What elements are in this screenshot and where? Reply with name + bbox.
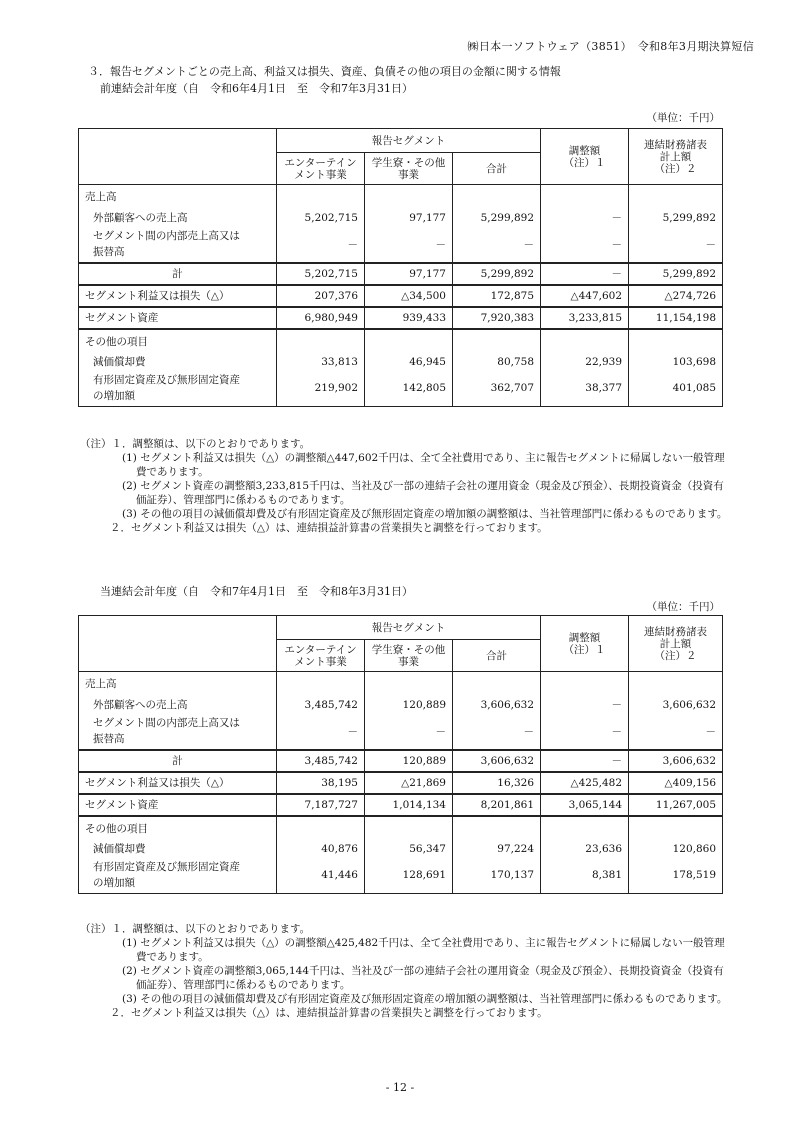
row-other-heading: その他の項目 [79,816,723,840]
header-reportable: 報告セグメント [277,129,541,153]
note-2: ２．セグメント利益又は損失（△）は、連結損益計算書の営業損失と調整を行っております。 [110,522,548,534]
header-adjustment: 調整額 （注）１ [541,616,629,672]
current-notes [80,922,730,1020]
row-segment-assets: セグメント資産 7,187,727 1,014,134 8,201,861 3,065,144 11,267,005 [79,794,723,816]
row-sales-heading: 売上高 [79,185,723,209]
section-heading: ３．報告セグメントごとの売上高、利益又は損失、資産、負債その他の項目の金額に関する情報 [88,65,561,78]
header-reportable: 報告セグメント [277,616,541,640]
row-segment-profit: セグメント利益又は損失（△） 207,376 △34,500 172,875 △447,602 △274,726 [79,285,723,307]
current-segment-table [78,615,723,894]
row-subtotal: 計 5,202,715 97,177 5,299,892 － 5,299,892 [79,263,723,285]
page-number: - 12 - [385,1081,415,1094]
note-1: （注）１．調整額は、以下のとおりであります。 [80,923,311,935]
note-1-3: (3) その他の項目の減価償却費及び有形固定資産及び無形固定資産の増加額の調整額は、当社管理部門に係わるものであります。 [122,508,728,520]
row-subtotal: 計 3,485,742 120,889 3,606,632 － 3,606,632 [79,750,723,772]
header-blank [79,129,277,185]
header-blank [79,616,277,672]
header-consolidated: 連結財務諸表 計上額 （注）２ [629,616,723,672]
row-depreciation: 減価償却費 40,876 56,347 97,224 23,636 120,860 [79,840,723,858]
row-capex: 有形固定資産及び無形固定資産 の増加額 41,446 128,691 170,137 8,381 178,519 [79,858,723,894]
prior-segment-table [78,128,723,407]
note-1-2: (2) セグメント資産の調整額3,233,815千円は、当社及び一部の連結子会社の運用資金（現金及び預金）、長期投資資金（投資有価証券）、管理部門に係わるものであります。 [122,480,724,506]
row-depreciation: 減価償却費 33,813 46,945 80,758 22,939 103,698 [79,353,723,371]
header-adjustment: 調整額 （注）１ [541,129,629,185]
header-dormitory: 学生寮・その他 事業 [365,640,453,672]
row-other-heading: その他の項目 [79,329,723,353]
row-segment-assets: セグメント資産 6,980,949 939,433 7,920,383 3,233,815 11,154,198 [79,307,723,329]
current-period-title: 当連結会計年度（自 令和7年4月1日 至 令和8年3月31日） [100,585,413,598]
header-entertainment: エンターテイン メント事業 [277,640,365,672]
current-unit-label: （単位：千円） [646,601,720,613]
header-entertainment: エンターテイン メント事業 [277,153,365,185]
note-1-3: (3) その他の項目の減価償却費及び有形固定資産及び無形固定資産の増加額の調整額は、当社管理部門に係わるものであります。 [122,993,728,1005]
header-dormitory: 学生寮・その他 事業 [365,153,453,185]
note-1: （注）１．調整額は、以下のとおりであります。 [80,438,311,450]
row-segment-profit: セグメント利益又は損失（△） 38,195 △21,869 16,326 △425,482 △409,156 [79,772,723,794]
header-total: 合計 [453,640,541,672]
note-2: ２．セグメント利益又は損失（△）は、連結損益計算書の営業損失と調整を行っております。 [110,1007,548,1019]
note-1-1: (1) セグメント利益又は損失（△）の調整額△425,482千円は、全て全社費用であり、主に報告セグメントに帰属しない一般管理費であります。 [122,937,725,963]
header-consolidated: 連結財務諸表 計上額 （注）２ [629,129,723,185]
note-1-1: (1) セグメント利益又は損失（△）の調整額△447,602千円は、全て全社費用であり、主に報告セグメントに帰属しない一般管理費であります。 [122,452,725,478]
row-intersegment: セグメント間の内部売上高又は 振替高 － － － － － [79,714,723,750]
prior-unit-label: （単位：千円） [646,112,720,124]
prior-period-title: 前連結会計年度（自 令和6年4月1日 至 令和7年3月31日） [100,82,413,95]
row-capex: 有形固定資産及び無形固定資産 の増加額 219,902 142,805 362,707 38,377 401,085 [79,371,723,407]
row-sales-heading: 売上高 [79,672,723,696]
row-intersegment: セグメント間の内部売上高又は 振替高 － － － － － [79,227,723,263]
note-1-2: (2) セグメント資産の調整額3,065,144千円は、当社及び一部の連結子会社の運用資金（現金及び預金）、長期投資資金（投資有価証券）、管理部門に係わるものであります。 [122,965,724,991]
document-header: ㈱日本一ソフトウェア（3851） 令和8年3月期決算短信 [467,40,754,53]
row-external-sales: 外部顧客への売上高 3,485,742 120,889 3,606,632 － 3,606,632 [79,696,723,714]
row-external-sales: 外部顧客への売上高 5,202,715 97,177 5,299,892 － 5,299,892 [79,209,723,227]
header-total: 合計 [453,153,541,185]
prior-notes [80,437,730,535]
